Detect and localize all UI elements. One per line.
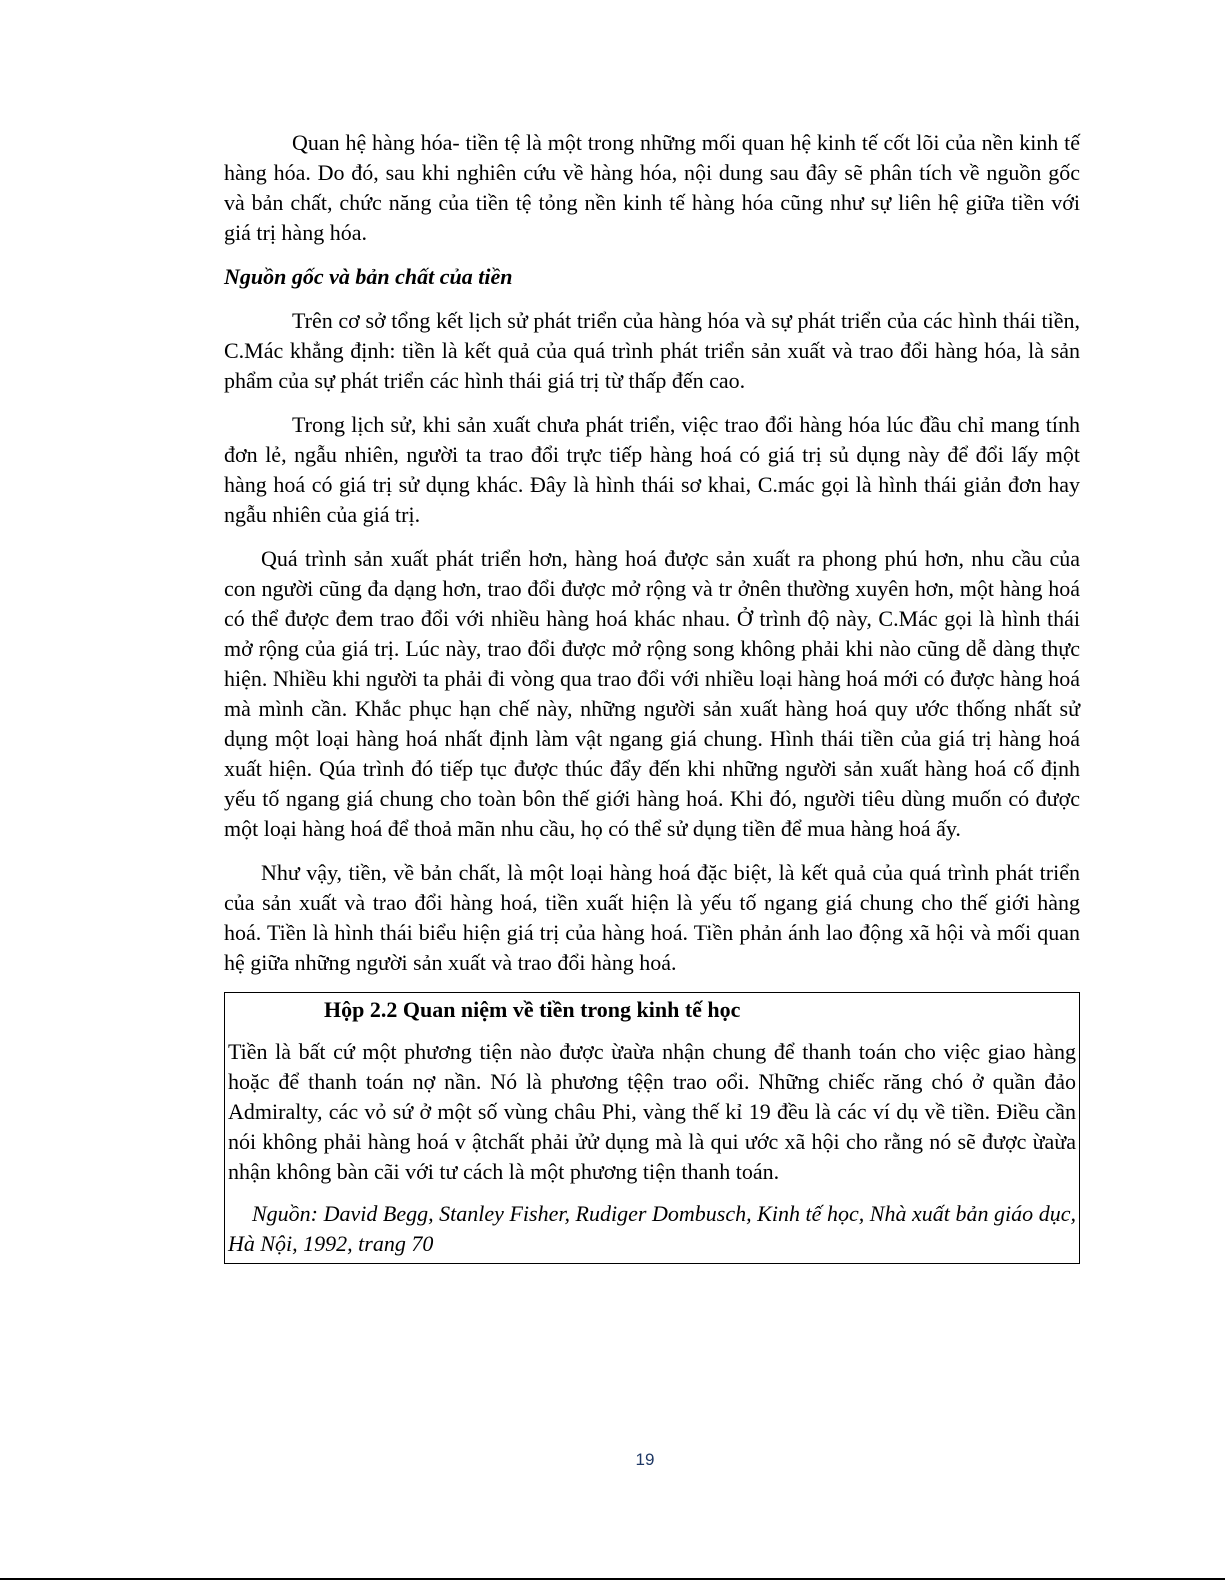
- info-box: [224, 992, 1080, 1264]
- box-body: Tiền là bất cứ một phương tiện nào được ừaừa nhận chung để thanh toán cho việc giao hàng hoặc để thanh toán nợ nần. Nó là phương tệện trao oổi. Những chiếc răng chó ở quần đảo Admiralty, các vỏ sứ ở một số vùng châu Phi, vàng thế kỉ 19 đều là các ví dụ về tiền. Điều cần nói không phải hàng hoá v ậtchất phải ửử dụng mà là qui ước xã hội cho rằng nó sẽ được ừaừa nhận không bàn cãi với tư cách là một phương tiện thanh toán.: [228, 1039, 1076, 1184]
- paragraph-history: Trong lịch sử, khi sản xuất chưa phát triển, việc trao đổi hàng hóa lúc đầu chỉ mang tính đơn lẻ, ngẫu nhiên, người ta trao đổi trực tiếp hàng hoá có giá trị sủ dụng này để đổi lấy một hàng hoá có giá trị sử dụng khác. Đây là hình thái sơ khai, C.mác gọi là hình thái giản đơn hay ngẫu nhiên của giá trị.: [224, 412, 1080, 527]
- paragraph-development: Quá trình sản xuất phát triển hơn, hàng hoá được sản xuất ra phong phú hơn, nhu cầu của con người cũng đa dạng hơn, trao đổi được mở rộng và tr ởnên thường xuyên hơn, một hàng hoá có thể được đem trao đổi với nhiều hàng hoá khác nhau. Ở trình độ này, C.Mác gọi là hình thái mở rộng của giá trị. Lúc này, trao đổi được mở rộng song không phải khi nào cũng dễ dàng thực hiện. Nhiều khi người ta phải đi vòng qua trao đổi với nhiều loại hàng hoá mới có được hàng hoá mà mình cần. Khắc phục hạn chế này, những người sản xuất hàng hoá quy ước thống nhất sử dụng một loại hàng hoá nhất định làm vật ngang giá chung. Hình thái tiền của giá trị hàng hoá xuất hiện. Qúa trình đó tiếp tục được thúc đẩy đến khi những người sản xuất hàng hoá cố định yếu tố ngang giá chung cho toàn bôn thế giới hàng hoá. Khi đó, người tiêu dùng muốn có được một loại hàng hoá để thoả mãn nhu cầu, họ có thể sử dụng tiền để mua hàng hoá ấy.: [224, 546, 1080, 841]
- page-number: 19: [635, 1450, 655, 1469]
- box-title: Hộp 2.2 Quan niệm về tiền trong kinh tế học: [324, 997, 741, 1022]
- paragraph-origin: Trên cơ sở tổng kết lịch sử phát triển của hàng hóa và sự phát triển của các hình thái tiền, C.Mác khẳng định: tiền là kết quả của quá trình phát triển sản xuất và trao đổi hàng hóa, là sản phẩm của sự phát triển các hình thái giá trị từ thấp đến cao.: [224, 308, 1080, 393]
- document-page: [224, 128, 1080, 1264]
- paragraph-conclusion: Như vậy, tiền, về bản chất, là một loại hàng hoá đặc biệt, là kết quả của quá trình phát triển của sản xuất và trao đổi hàng hoá, tiền xuất hiện là yếu tố ngang giá chung cho thế giới hàng hoá. Tiền là hình thái biểu hiện giá trị của hàng hoá. Tiền phản ánh lao động xã hội và mối quan hệ giữa những người sản xuất và trao đổi hàng hoá.: [224, 860, 1080, 975]
- box-source: Nguồn: David Begg, Stanley Fisher, Rudiger Dombusch, Kinh tế học, Nhà xuất bản giáo dục, Hà Nội, 1992, trang 70: [228, 1201, 1076, 1256]
- intro-paragraph: Quan hệ hàng hóa- tiền tệ là một trong những mối quan hệ kinh tế cốt lõi của nền kinh tế hàng hóa. Do đó, sau khi nghiên cứu về hàng hóa, nội dung sau đây sẽ phân tích về nguồn gốc và bản chất, chức năng của tiền tệ tỏng nền kinh tế hàng hóa cũng như sự liên hệ giữa tiền với giá trị hàng hóa.: [224, 130, 1080, 245]
- bottom-divider: [0, 1578, 1225, 1580]
- section-heading: Nguồn gốc và bản chất của tiền: [224, 264, 513, 289]
